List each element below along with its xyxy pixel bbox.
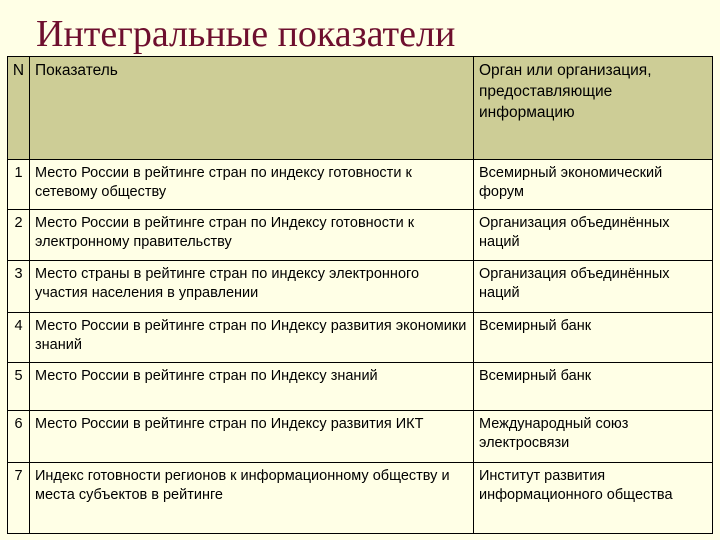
row-indicator: Место России в рейтинге стран по Индексу готовности к электронному правительству (30, 210, 474, 261)
row-number: 5 (8, 363, 30, 411)
indicators-table (7, 56, 713, 534)
row-indicator: Место России в рейтинге стран по Индексу развития экономики знаний (30, 313, 474, 363)
row-source: Всемирный экономический форум (474, 160, 713, 210)
table-row (8, 313, 713, 363)
row-indicator: Место России в рейтинге стран по Индексу развития ИКТ (30, 411, 474, 463)
table-row (8, 363, 713, 411)
row-indicator: Место России в рейтинге стран по Индексу знаний (30, 363, 474, 411)
row-number: 7 (8, 463, 30, 534)
header-source: Орган или организация, предоставляющие информацию (474, 57, 713, 160)
row-source: Институт развития информационного общества (474, 463, 713, 534)
row-indicator: Индекс готовности регионов к информационному обществу и места субъектов в рейтинге (30, 463, 474, 534)
row-indicator: Место России в рейтинге стран по индексу готовности к сетевому обществу (30, 160, 474, 210)
row-number: 2 (8, 210, 30, 261)
table-row (8, 160, 713, 210)
table-row (8, 210, 713, 261)
row-source: Всемирный банк (474, 313, 713, 363)
header-indicator: Показатель (30, 57, 474, 160)
slide-title: Интегральные показатели (36, 13, 456, 55)
table-row (8, 261, 713, 313)
row-source: Всемирный банк (474, 363, 713, 411)
table-header-row (8, 57, 713, 160)
row-number: 6 (8, 411, 30, 463)
row-indicator: Место страны в рейтинге стран по индексу электронного участия населения в управлении (30, 261, 474, 313)
table-row (8, 411, 713, 463)
row-number: 3 (8, 261, 30, 313)
row-source: Организация объединённых наций (474, 261, 713, 313)
header-number: N (8, 57, 30, 160)
row-number: 4 (8, 313, 30, 363)
row-source: Организация объединённых наций (474, 210, 713, 261)
row-source: Международный союз электросвязи (474, 411, 713, 463)
table-row (8, 463, 713, 534)
row-number: 1 (8, 160, 30, 210)
